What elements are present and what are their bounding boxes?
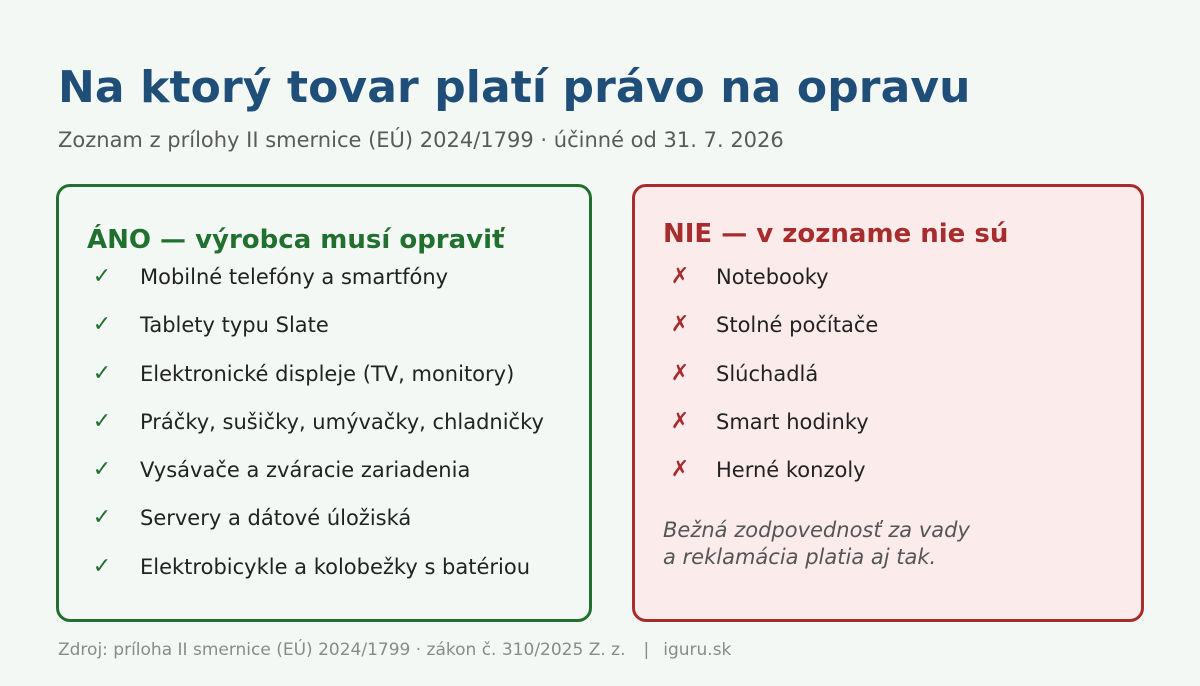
footer-separator: | (643, 640, 650, 660)
page-title: Na ktorý tovar platí právo na opravu (58, 62, 971, 113)
cross-icon: ✗ (670, 312, 690, 338)
no-card-heading: NIE — v zozname nie sú (663, 219, 1009, 249)
list-item-label: Stolné počítače (716, 313, 879, 338)
check-icon: ✓ (92, 505, 112, 531)
warranty-note-line-1: Bežná zodpovednosť za vady (663, 518, 970, 542)
check-icon: ✓ (92, 312, 112, 338)
cross-icon: ✗ (670, 408, 690, 434)
list-item-label: Tablety typu Slate (140, 313, 329, 338)
check-icon: ✓ (92, 408, 112, 434)
list-item-label: Servery a dátové úložiská (140, 506, 412, 531)
cross-icon: ✗ (670, 360, 690, 386)
list-item-label: Mobilné telefóny a smartfóny (140, 265, 449, 289)
warranty-note (663, 517, 970, 571)
footer-site: iguru.sk (663, 640, 732, 660)
check-icon: ✓ (92, 553, 112, 579)
page-subtitle: Zoznam z prílohy II smernice (EÚ) 2024/1799 · účinné od 31. 7. 2026 (58, 128, 784, 152)
yes-card-heading: ÁNO — výrobca musí opraviť (87, 225, 505, 255)
list-item-label: Herné konzoly (716, 458, 866, 483)
list-item-label: Slúchadlá (716, 361, 819, 386)
cross-icon: ✗ (670, 457, 690, 483)
list-item-label: Smart hodinky (716, 409, 869, 434)
check-icon: ✓ (92, 457, 112, 483)
list-item-label: Elektrobicykle a kolobežky s batériou (140, 554, 531, 579)
list-item-label: Notebooky (716, 265, 829, 289)
cross-icon: ✗ (670, 264, 690, 289)
footer (58, 640, 731, 660)
yes-card (56, 184, 592, 622)
list-item-label: Elektronické displeje (TV, monitory) (140, 361, 515, 386)
footer-source: Zdroj: príloha II smernice (EÚ) 2024/1799 · zákon č. 310/2025 Z. z. (58, 640, 626, 660)
check-icon: ✓ (92, 360, 112, 386)
check-icon: ✓ (92, 264, 112, 289)
warranty-note-line-2: a reklamácia platia aj tak. (663, 545, 937, 569)
list-item-label: Práčky, sušičky, umývačky, chladničky (140, 409, 544, 434)
no-card (632, 184, 1144, 622)
list-item-label: Vysávače a zváracie zariadenia (140, 458, 471, 483)
